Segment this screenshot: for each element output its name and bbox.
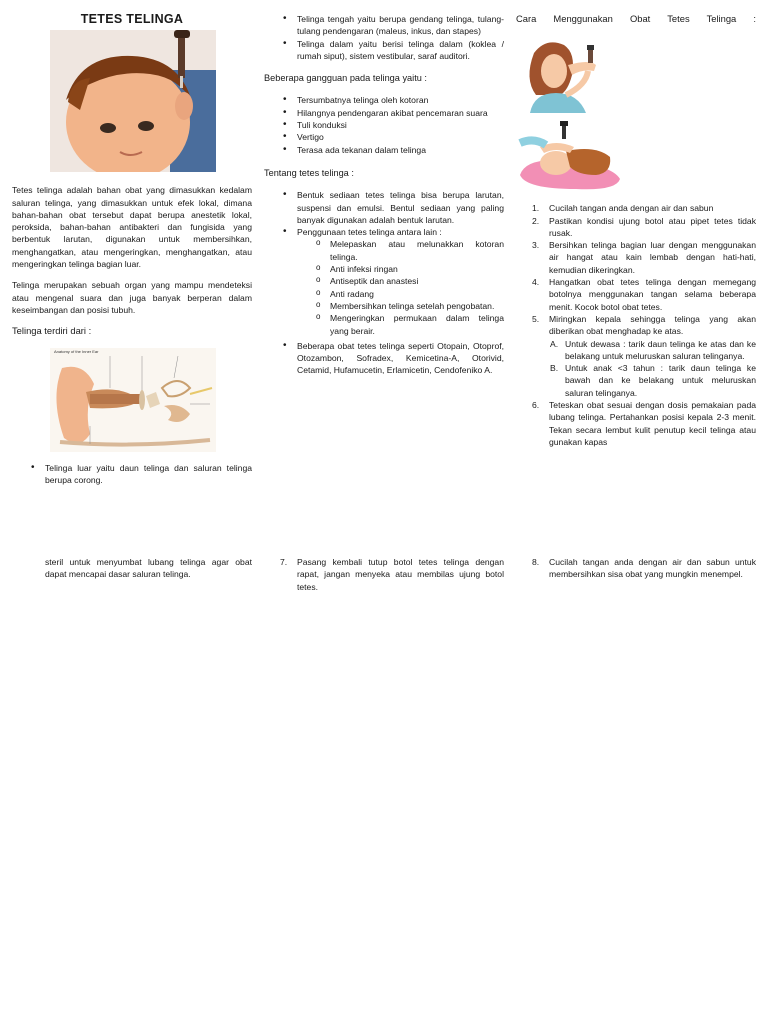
- brands-list: [264, 340, 504, 377]
- adult-ear-drops-illustration: [516, 35, 622, 113]
- step8-list: [516, 556, 756, 581]
- list-item: o Anti infeksi ringan: [264, 263, 504, 275]
- list-item: o Mengeringkan permukaan dalam telinga yang berair.: [264, 312, 504, 337]
- list-item: o Melepaskan atau melunakkan kotoran telinga.: [264, 238, 504, 263]
- tilt-substeps-list: [516, 338, 756, 399]
- list-item: • Vertigo: [264, 131, 504, 143]
- ear-parts-heading: Telinga terdiri dari :: [12, 325, 92, 337]
- step-item: 2. Pastikan kondisi ujung botol atau pipet tetes tidak rusak.: [532, 215, 756, 238]
- disorders-list: [264, 94, 504, 155]
- list-item: o Anti radang: [264, 288, 504, 300]
- step-item: 7. Pasang kembali tutup botol tetes telinga dengan rapat, jangan menyeka atau membilas ujung botol tetes.: [280, 557, 504, 592]
- list-item: • Telinga tengah yaitu berupa gendang telinga, tulang-tulang pendengaran (maleus, inkus, dan stapes): [264, 13, 504, 38]
- lying-ear-drops-illustration: [516, 117, 622, 195]
- list-item: [264, 226, 504, 238]
- step-item: 4. Hangatkan obat tetes telinga dengan memegang botolnya menggunakan tangan selama beberapa menit. Kocok botol obat tetes.: [532, 277, 756, 312]
- continuation-left: [12, 556, 252, 581]
- ear-anatomy-diagram: [50, 348, 216, 452]
- list-item: • Hilangnya pendengaran akibat pencemaran suara: [264, 107, 504, 119]
- child-photo-icon: [50, 30, 216, 172]
- step-item: 6. Teteskan obat sesuai dengan dosis pemakaian pada lubang telinga. Pertahankan posisi kepala 2-3 menit. Tekan secara lembut kulit penutup kecil telinga atau gunakan kapas: [532, 400, 756, 447]
- list-item: • Beberapa obat tetes telinga seperti Otopain, Otoprof, Otozambon, Sofradex, Kemicetina-A, Otorivid, Cetamid, Hufamucetin, Erlamicetin, Cendofeniko A.: [264, 340, 504, 377]
- list-item: o Membersihkan telinga setelah pengobatan.: [264, 300, 504, 312]
- intro-paragraph: Tetes telinga adalah bahan obat yang dimasukkan kedalam saluran telinga, yang dimasukkan untuk efek lokal, dimana bahan-bahan obat tersebut dapat berupa anestetik lokal, peroksida, bahan-bahan antibakteri dan fungisida yang berbentuk larutan, digunakan untuk membersihkan, menghangatkan, atau mengeringkan, menghangatkan, atau mengeringkan telinga bagian luar.: [12, 185, 252, 270]
- list-item: o Antiseptik dan anastesi: [264, 275, 504, 287]
- column-right: [516, 0, 756, 448]
- step7-list: [264, 556, 504, 593]
- step-item: 5. Miringkan kepala sehingga telinga yang akan diberikan obat menghadap ke atas.: [532, 313, 756, 337]
- column-left: [12, 0, 252, 486]
- continuation-right: [516, 556, 756, 581]
- disorders-heading: Beberapa gangguan pada telinga yaitu :: [264, 73, 427, 84]
- list-item: • Telinga dalam yaitu berisi telinga dalam (koklea / rumah siput), sistem vestibular, saraf auditori.: [264, 38, 504, 63]
- step-item: 3. Bersihkan telinga bagian luar dengan menggunakan air hangat atau kain lembab dengan hati-hati, kemudian dikeringkan.: [532, 240, 756, 275]
- usage-steps-list: [516, 202, 756, 337]
- list-item: • Terasa ada tekanan dalam telinga: [264, 144, 504, 156]
- about-heading: Tentang tetes telinga :: [264, 167, 354, 178]
- ear-anatomy-icon: [50, 348, 216, 452]
- step-item: 1. Cucilah tangan anda dengan air dan sabun: [532, 203, 714, 214]
- substep-item: A. Untuk dewasa : tarik daun telinga ke atas dan ke belakang untuk meluruskan saluran telinganya.: [550, 338, 756, 361]
- ear-parts-list: [264, 13, 504, 62]
- uses-heading: Penggunaan tetes telinga antara lain :: [297, 227, 442, 238]
- step-item: 8. Cucilah tangan anda dengan air dan sabun untuk membersihkan sisa obat yang mungkin menempel.: [532, 557, 756, 580]
- list-item: • Bentuk sediaan tetes telinga bisa berupa larutan, suspensi dan emulsi. Bentul sediaan yang paling banyak digunakan adalah bentuk larutan.: [264, 189, 504, 226]
- about-list: [264, 189, 504, 238]
- uses-list: [264, 238, 504, 336]
- substep-item: B. Untuk anak <3 tahun : tarik daun telinga ke bawah dan ke belakang untuk meluruskan saluran telinganya.: [550, 363, 756, 398]
- organ-paragraph: Telinga merupakan sebuah organ yang mampu mendeteksi atau mengenal suara dan juga banyak berperan dalam keseimbangan dan posisi tubuh.: [12, 280, 252, 315]
- list-item: • Tersumbatnya telinga oleh kotoran: [264, 94, 504, 106]
- outer-ear-list: [12, 462, 252, 487]
- continuation-text: steril untuk menyumbat lubang telinga agar obat dapat mencapai dasar saluran telinga.: [45, 557, 252, 580]
- list-item: • Telinga luar yaitu daun telinga dan saluran telinga berupa corong.: [12, 462, 252, 487]
- usage-heading: Cara Menggunakan Obat Tetes Telinga :: [516, 13, 756, 24]
- page-title: TETES TELINGA: [80, 12, 184, 26]
- woman-applying-drops-icon: [516, 35, 622, 113]
- list-item: • Tuli konduksi: [264, 119, 504, 131]
- column-middle: [264, 0, 504, 377]
- child-ear-drops-photo: [50, 30, 216, 172]
- diagram-caption: Anatomy of the Inner Ear: [54, 348, 99, 354]
- person-lying-pillow-icon: [516, 117, 622, 195]
- continuation-middle: [264, 556, 504, 593]
- usage-steps-list-cont: [516, 399, 756, 448]
